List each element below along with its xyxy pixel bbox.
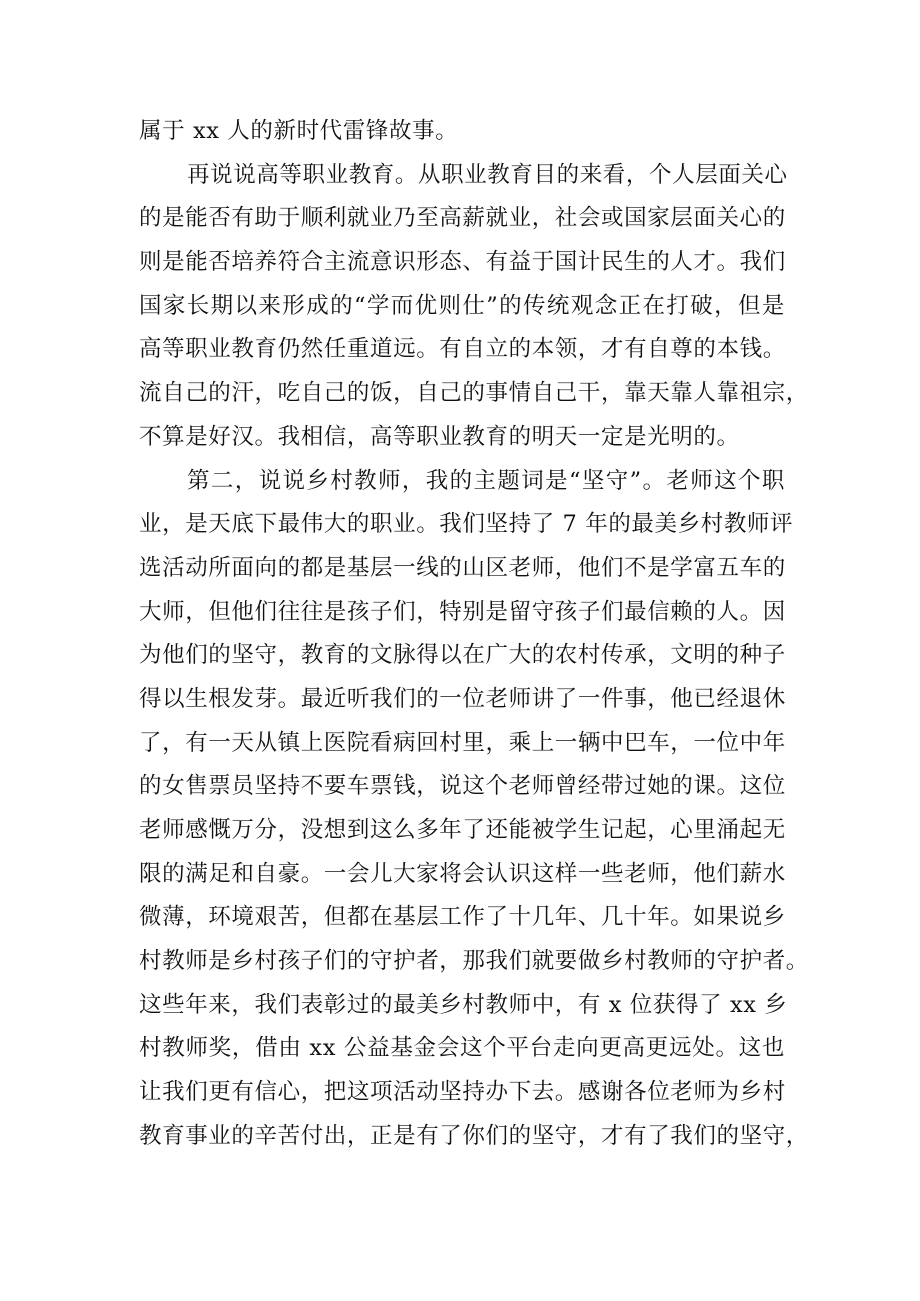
paragraph-line: 国家长期以来形成的“学而优则仕”的传统观念正在打破，但是 — [139, 292, 785, 319]
paragraph-line: 教育事业的辛苦付出，正是有了你们的坚守，才有了我们的坚守， — [139, 1122, 809, 1149]
paragraph-line: 这些年来，我们表彰过的最美乡村教师中，有 x 位获得了 xx 乡 — [139, 991, 788, 1018]
paragraph-line: 微薄，环境艰苦，但都在基层工作了十几年、几十年。如果说乡 — [139, 904, 786, 931]
document-body — [139, 110, 809, 1159]
paragraph-line: 选活动所面向的都是基层一线的山区老师，他们不是学富五车的 — [139, 554, 786, 581]
paragraph-line: 限的满足和自豪。一会儿大家将会认识这样一些老师，他们薪水 — [139, 860, 786, 887]
paragraph-line: 的是能否有助于顺利就业乃至高薪就业，社会或国家层面关心的 — [139, 205, 786, 232]
paragraph-line: 第二，说说乡村教师，我的主题词是“坚守”。老师这个职 — [187, 467, 785, 494]
paragraph-line: 得以生根发芽。最近听我们的一位老师讲了一件事，他已经退休 — [139, 685, 786, 712]
paragraph-line: 让我们更有信心，把这项活动坚持办下去。感谢各位老师为乡村 — [139, 1079, 786, 1106]
paragraph-line: 村教师奖，借由 xx 公益基金会这个平台走向更高更远处。这也 — [139, 1035, 785, 1062]
paragraph-line: 流自己的汗，吃自己的饭，自己的事情自己干，靠天靠人靠祖宗， — [139, 380, 809, 407]
paragraph-line: 不算是好汉。我相信，高等职业教育的明天一定是光明的。 — [139, 423, 740, 450]
paragraph-line: 大师，但他们往往是孩子们，特别是留守孩子们最信赖的人。因 — [139, 598, 786, 625]
paragraph-line: 了，有一天从镇上医院看病回村里，乘上一辆中巴车，一位中年 — [139, 729, 786, 756]
paragraph-line: 老师感慨万分，没想到这么多年了还能被学生记起，心里涌起无 — [139, 817, 786, 843]
paragraph-line: 高等职业教育仍然任重道远。有自立的本领，才有自尊的本钱。 — [139, 336, 786, 363]
paragraph-line: 再说说高等职业教育。从职业教育目的来看，个人层面关心 — [187, 161, 788, 188]
paragraph-line: 的女售票员坚持不要车票钱，说这个老师曾经带过她的课。这位 — [139, 773, 786, 800]
paragraph-line: 为他们的坚守，教育的文脉得以在广大的农村传承，文明的种子 — [139, 642, 786, 669]
paragraph-line: 属于 xx 人的新时代雷锋故事。 — [139, 118, 459, 144]
paragraph-line: 则是能否培养符合主流意识形态、有益于国计民生的人才。我们 — [139, 249, 786, 276]
paragraph-line: 业，是天底下最伟大的职业。我们坚持了 7 年的最美乡村教师评 — [139, 511, 794, 538]
paragraph-line: 村教师是乡村孩子们的守护者，那我们就要做乡村教师的守护者。 — [139, 948, 809, 975]
